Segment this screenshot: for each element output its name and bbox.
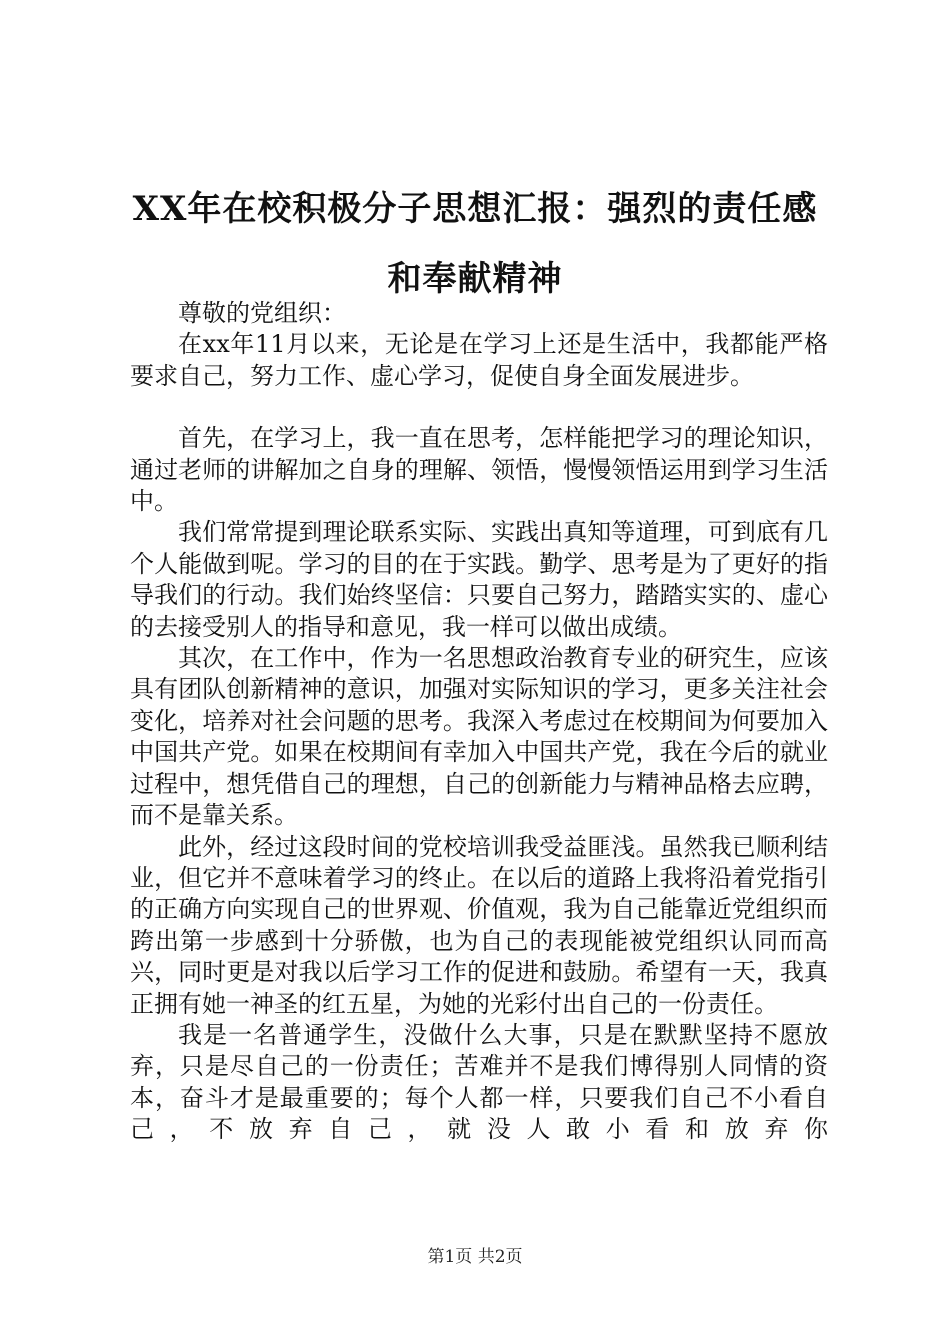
paragraph-1: 在xx年11月以来，无论是在学习上还是生活中，我都能严格要求自己，努力工作、虚心学习，促使自身全面发展进步。 [130,330,828,390]
paragraph-5: 此外，经过这段时间的党校培训我受益匪浅。虽然我已顺利结业，但它并不意味着学习的终止。在以后的道路上我将沿着党指引的正确方向实现自己的世界观、价值观，我为自己能靠近党组织而跨出第一步感到十分骄傲，也为自己的表现能被党组织认同而高兴，同时更是对我以后学习工作的促进和鼓励。希望有一天，我真正拥有她一神圣的红五星，为她的光彩付出自己的一份责任。 [130,832,828,1018]
document-title [120,174,830,314]
page-number: 第1页 共2页 [427,1247,523,1267]
salutation: 尊敬的党组织： [178,299,346,327]
document-body [130,298,828,1146]
paragraph-2: 首先，在学习上，我一直在思考，怎样能把学习的理论知识，通过老师的讲解加之自身的理解、领悟，慢慢领悟运用到学习生活中。 [130,424,828,516]
paragraph-6: 我是一名普通学生，没做什么大事，只是在默默坚持不愿放弃，只是尽自己的一份责任；苦难并不是我们博得别人同情的资本，奋斗才是最重要的；每个人都一样，只要我们自己不小看自己，不放弃自己，就没人敢小看和放弃你 [130,1020,828,1144]
paragraph-3: 我们常常提到理论联系实际、实践出真知等道理，可到底有几个人能做到呢。学习的目的在于实践。勤学、思考是为了更好的指导我们的行动。我们始终坚信：只要自己努力，踏踏实实的、虚心的去接受别人的指导和意见，我一样可以做出成绩。 [130,518,828,641]
title-line-1: XX年在校积极分子思想汇报：强烈的责任感 [132,189,818,229]
paragraph-4: 其次，在工作中，作为一名思想政治教育专业的研究生，应该具有团队创新精神的意识，加强对实际知识的学习，更多关注社会变化，培养对社会问题的思考。我深入考虑过在校期间为何要加入中国共产党。如果在校期间有幸加入中国共产党，我在今后的就业过程中，想凭借自己的理想，自己的创新能力与精神品格去应聘，而不是靠关系。 [130,644,828,830]
title-line-2: 和奉献精神 [387,259,563,299]
